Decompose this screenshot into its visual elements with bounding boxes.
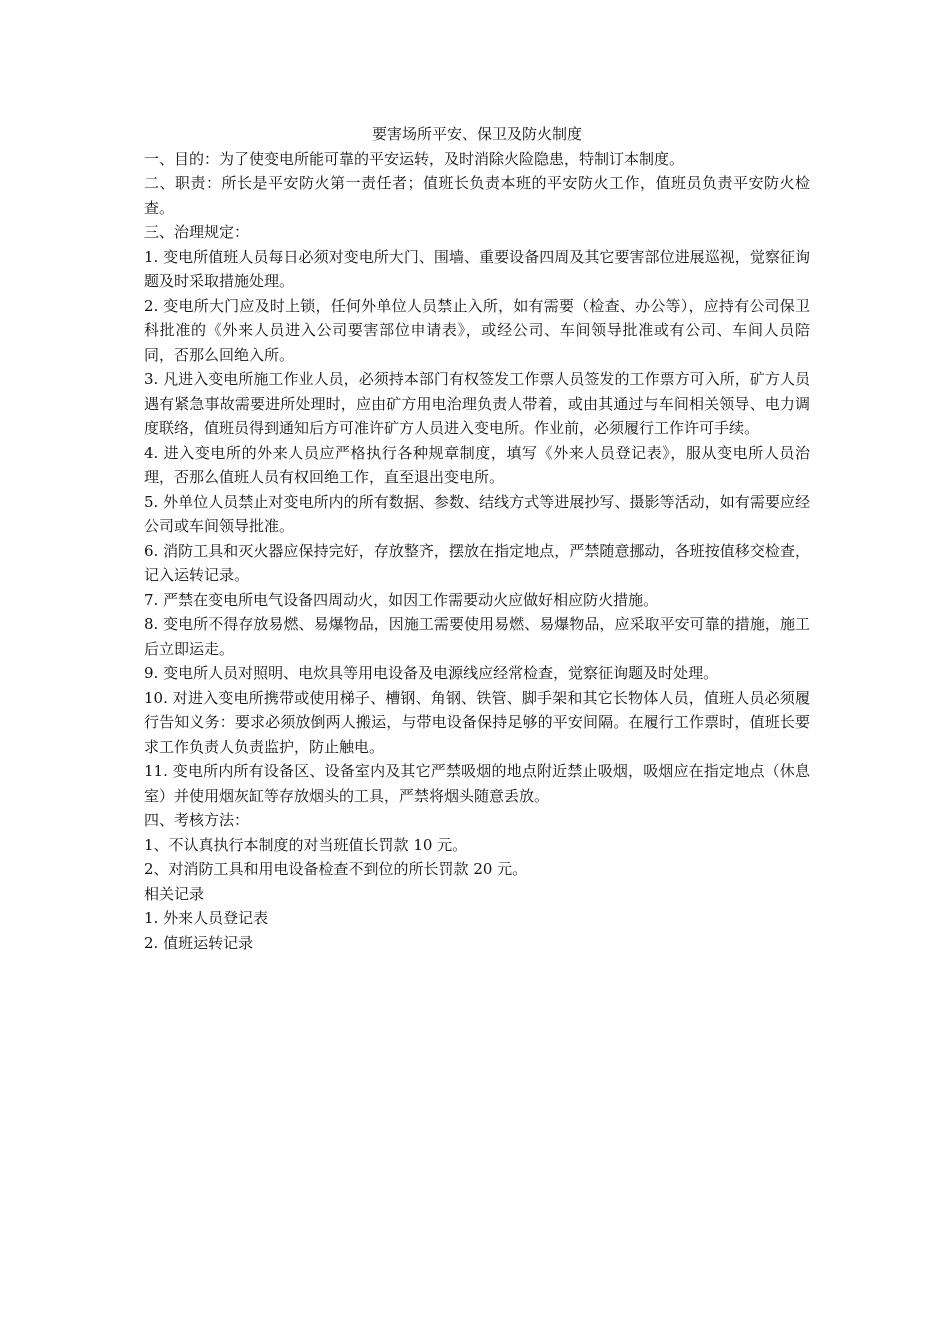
rule-item-8: 8. 变电所不得存放易燃、易爆物品，因施工需要使用易燃、易爆物品，应采取平安可靠的措施，施工后立即运走。 <box>144 615 810 658</box>
assessment-item-1: 1、不认真执行本制度的对当班值长罚款 10 元。 <box>144 835 468 854</box>
section-rules-heading: 三、治理规定： <box>144 223 250 241</box>
rule-item-7: 7. 严禁在变电所电气设备四周动火，如因工作需要动火应做好相应防火措施。 <box>144 590 659 609</box>
section-responsibility: 二、职责：所长是平安防火第一责任者；值班长负责本班的平安防火工作，值班员负责平安防火检查。 <box>144 174 810 217</box>
rule-item-11: 11. 变电所内所有设备区、设备室内及其它严禁吸烟的地点附近禁止吸烟，吸烟应在指定地点（休息室）并使用烟灰缸等存放烟头的工具，严禁将烟头随意丢放。 <box>144 762 810 805</box>
section-purpose: 一、目的：为了使变电所能可靠的平安运转，及时消除火险隐患，特制订本制度。 <box>144 149 685 168</box>
rule-item-5: 5. 外单位人员禁止对变电所内的所有数据、参数、结线方式等进展抄写、摄影等活动，如有需要应经公司或车间领导批准。 <box>144 492 810 535</box>
rule-item-3: 3. 凡进入变电所施工作业人员，必须持本部门有权签发工作票人员签发的工作票方可入所，矿方人员遇有紧急事故需要进所处理时，应由矿方用电治理负责人带着，或由其通过与车间相关领导、电力调度联络，值班员得到通知后方可准许矿方人员进入变电所。作业前，必须履行工作许可手续。 <box>144 370 810 437</box>
rule-item-10: 10. 对进入变电所携带或使用梯子、槽钢、角钢、铁管、脚手架和其它长物体人员，值班人员必须履行告知义务：要求必须放倒两人搬运，与带电设备保持足够的平安间隔。在履行工作票时，值班长要求工作负责人负责监护，防止触电。 <box>144 688 810 756</box>
document-title: 要害场所平安、保卫及防火制度 <box>371 125 582 143</box>
rule-item-4: 4. 进入变电所的外来人员应严格执行各种规章制度，填写《外来人员登记表》，服从变电所人员治理，否那么值班人员有权回绝工作，直至退出变电所。 <box>144 443 810 486</box>
document-body <box>144 122 810 955</box>
related-record-1: 1. 外来人员登记表 <box>144 909 269 927</box>
related-records-heading: 相关记录 <box>144 884 205 903</box>
rule-item-1: 1. 变电所值班人员每日必须对变电所大门、围墙、重要设备四周及其它要害部位进展巡视，觉察征询题及时采取措施处理。 <box>144 247 810 290</box>
rule-item-2: 2. 变电所大门应及时上锁，任何外单位人员禁止入所，如有需要（检查、办公等），应持有公司保卫科批准的《外来人员进入公司要害部位申请表》，或经公司、车间领导批准或有公司、车间人员陪同，否那么回绝入所。 <box>144 296 810 364</box>
rule-item-9: 9. 变电所人员对照明、电炊具等用电设备及电源线应经常检查，觉察征询题及时处理。 <box>144 664 719 682</box>
related-record-2: 2. 值班运转记录 <box>144 933 254 952</box>
rule-item-6: 6. 消防工具和灭火器应保持完好，存放整齐，摆放在指定地点，严禁随意挪动，各班按值移交检查，记入运转记录。 <box>144 541 810 584</box>
assessment-item-2: 2、对消防工具和用电设备检查不到位的所长罚款 20 元。 <box>144 860 528 878</box>
section-assessment-heading: 四、考核方法： <box>144 811 250 829</box>
